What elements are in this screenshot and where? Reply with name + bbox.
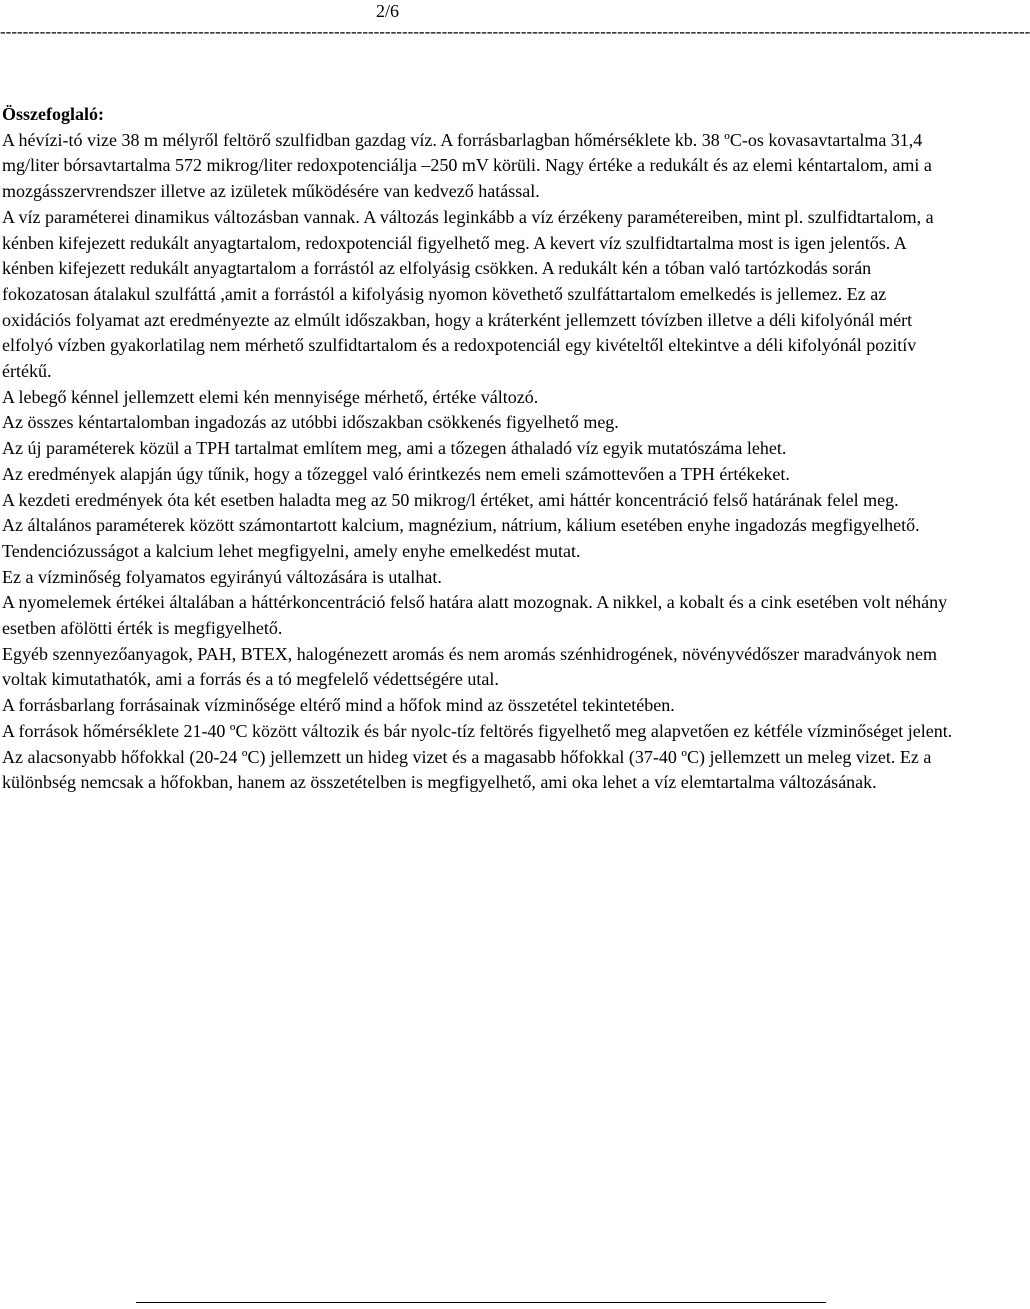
paragraph: A forrásbarlang forrásainak vízminősége eltérő mind a hőfok mind az összetétel tekintetében. xyxy=(2,695,675,716)
paragraph: Az új paraméterek közül a TPH tartalmat említem meg, ami a tőzegen áthaladó víz egyik mutatószáma lehet. xyxy=(2,438,787,459)
paragraph: Az eredmények alapján úgy tűnik, hogy a tőzeggel való érintkezés nem emeli számottevően a TPH értékeket. xyxy=(2,463,790,484)
paragraph: A víz paraméterei dinamikus változásban vannak. A változás leginkább a víz érzékeny paramétereiben, mint pl. szulfidtartalom, a kénben kifejezett redukált anyagtartalom, redoxpotenciál figyelhető meg. A kevert víz szulfidtartalma most is igen jelentős. A kénben kifejezett redukált anyagtartalom a forrástól az elfolyásig csökken. A redukált kén a tóban való tartózkodás során fokozatosan átalakul szulfáttá ,amit a forrástól a kifolyásig nyomon követhető szulfáttartalom emelkedés is jellemez. Ez az oxidációs folyamat azt eredményezte az elmúlt időszakban, hogy a kráterként jellemzett tóvízben illetve a déli kifolyónál mért elfolyó vízben gyakorlatilag nem mérhető szulfidtartalom és a redoxpotenciál egy kivételtől eltekintve a déli kifolyónál pozitív értékű. xyxy=(2,206,934,382)
footer-rule xyxy=(136,1302,826,1303)
paragraph: Az alacsonyabb hőfokkal (20-24 ºC) jellemzett un hideg vizet és a magasabb hőfokkal (37-40 ºC) jellemzett un meleg vizet. Ez a különbség nemcsak a hőfokban, hanem az összetételben is megfigyelhető, ami oka lehet a víz elemtartalma változásának. xyxy=(2,746,932,793)
summary-heading: Összefoglaló: xyxy=(2,104,104,124)
paragraph: A lebegő kénnel jellemzett elemi kén mennyisége mérhető, értéke változó. xyxy=(2,386,539,407)
paragraph: A források hőmérséklete 21-40 ºC között változik és bár nyolc-tíz feltörés figyelhető meg alapvetően ez kétféle vízminőséget jelent. xyxy=(2,720,953,741)
paragraph: Ez a vízminőség folyamatos egyirányú változására is utalhat. xyxy=(2,566,442,587)
paragraph: A kezdeti eredmények óta két esetben haladta meg az 50 mikrog/l értéket, ami háttér koncentráció felső határának felel meg. xyxy=(2,489,899,510)
paragraph: Az összes kéntartalomban ingadozás az utóbbi időszakban csökkenés figyelhető meg. xyxy=(2,412,619,433)
paragraph: A nyomelemek értékei általában a háttérkoncentráció felső határa alatt mozognak. A nikkel, a kobalt és a cink esetében volt néhány esetben afölötti érték is megfigyelhető. xyxy=(2,592,948,639)
paragraph: Az általános paraméterek között számontartott kalcium, magnézium, nátrium, kálium esetében enyhe ingadozás megfigyelhető. Tendenciózusságot a kalcium lehet megfigyelni, amely enyhe emelkedést mutat. xyxy=(2,515,920,561)
header-dash-separator: -------------------------------------------------------------------------------------------------------------------------------------------------------------------------------------- xyxy=(0,22,1030,41)
document-body xyxy=(2,102,958,796)
paragraph: A hévízi-tó vize 38 m mélyről feltörő szulfidban gazdag víz. A forrásbarlagban hőmérséklete kb. 38 ºC-os kovasavtartalma 31,4 mg/liter bórsavtartalma 572 mikrog/liter redoxpotenciálja –250 mV körüli. Nagy értéke a redukált és az elemi kéntartalom, ami a mozgásszervrendszer illetve az izületek működésére van kedvező hatással. xyxy=(2,129,932,202)
paragraph: Egyéb szennyezőanyagok, PAH, BTEX, halogénezett aromás és nem aromás szénhidrogének, növényvédőszer maradványok nem voltak kimutathatók, ami a forrás és a tó megfelelő védettségére utal. xyxy=(2,643,938,690)
page-number: 2/6 xyxy=(376,1,400,21)
